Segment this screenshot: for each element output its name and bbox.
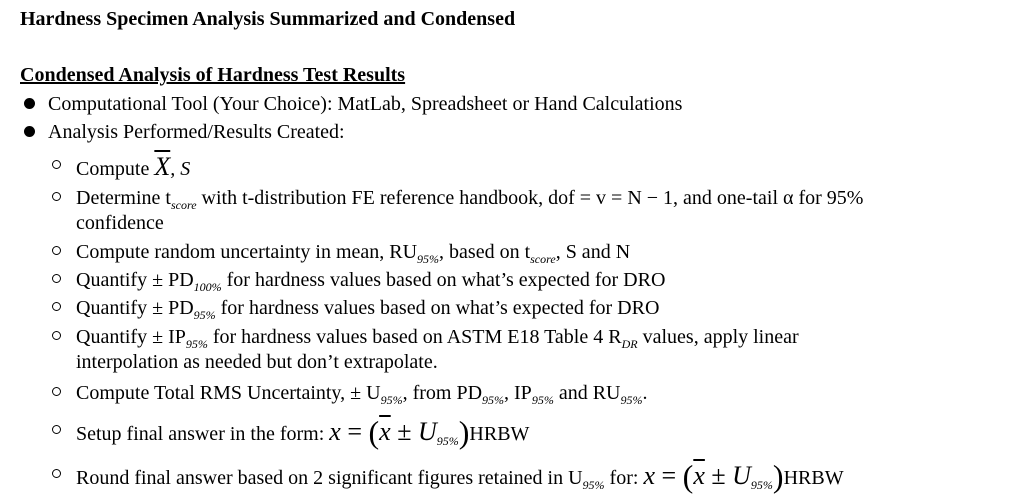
bullet-text: Computational Tool (Your Choice): MatLab, Spreadsheet or Hand Calculations (48, 93, 683, 115)
sub-item-text: Round final answer based on 2 significant figures retained in $U_{95\%}$ for: $x = (\overline{x}$ ± $U_{95\%})HRBW$ (76, 458, 844, 494)
sub-item-text: Quantify ± $IP_{95\%}$ for hardness values based on ASTM E18 Table 4 $R_{DR}$ values, apply linear interpolation as needed but don’t extrapolate. (76, 326, 799, 373)
circle-bullet-icon (52, 425, 61, 434)
sub-item-text: Compute Total RMS Uncertainty, ± $U_{95\%}$, from $PD_{95\%}$, $IP_{95\%}$ and $RU_{95\%}$. (76, 382, 648, 407)
circle-bullet-icon (52, 192, 61, 201)
circle-bullet-icon (52, 302, 61, 311)
sub-item-text: Quantify ± $PD_{95\%}$ for hardness values based on what’s expected for DRO (76, 297, 660, 322)
sub-item-text: Quantify ± $PD_{100\%}$ for hardness values based on what’s expected for DRO (76, 269, 666, 294)
sub-item-text: Determine $t_{score}$ with t-distribution FE reference handbook, dof = v = N − 1, and one-tail α for 95% confidence (76, 187, 864, 234)
document-title: Hardness Specimen Analysis Summarized and Condensed (20, 8, 516, 30)
circle-bullet-icon (52, 331, 61, 340)
answer-equation: $x = (\overline{x}$ ± $U_{95\%})HRBW$ (643, 458, 844, 494)
circle-bullet-icon (52, 469, 61, 478)
bullet-text: Analysis Performed/Results Created: (48, 121, 345, 143)
circle-bullet-icon (52, 274, 61, 283)
circle-bullet-icon (52, 387, 61, 396)
section-heading: Condensed Analysis of Hardness Test Results (20, 64, 406, 86)
bullet-dot-icon (24, 126, 35, 137)
sub-item-text: Compute $\overline{X}$, S (76, 152, 191, 181)
circle-bullet-icon (52, 160, 61, 169)
circle-bullet-icon (52, 246, 61, 255)
sub-item-text: Setup final answer in the form: $x = (\overline{x}$ ± $U_{95\%})HRBW$ (76, 414, 530, 450)
bullet-dot-icon (24, 98, 35, 109)
sub-item-text: Compute random uncertainty in mean, $RU_{95\%}$, based on $t_{score}$, S and N (76, 241, 631, 266)
answer-equation: $x = (\overline{x}$ ± $U_{95\%})HRBW$ (329, 414, 530, 450)
